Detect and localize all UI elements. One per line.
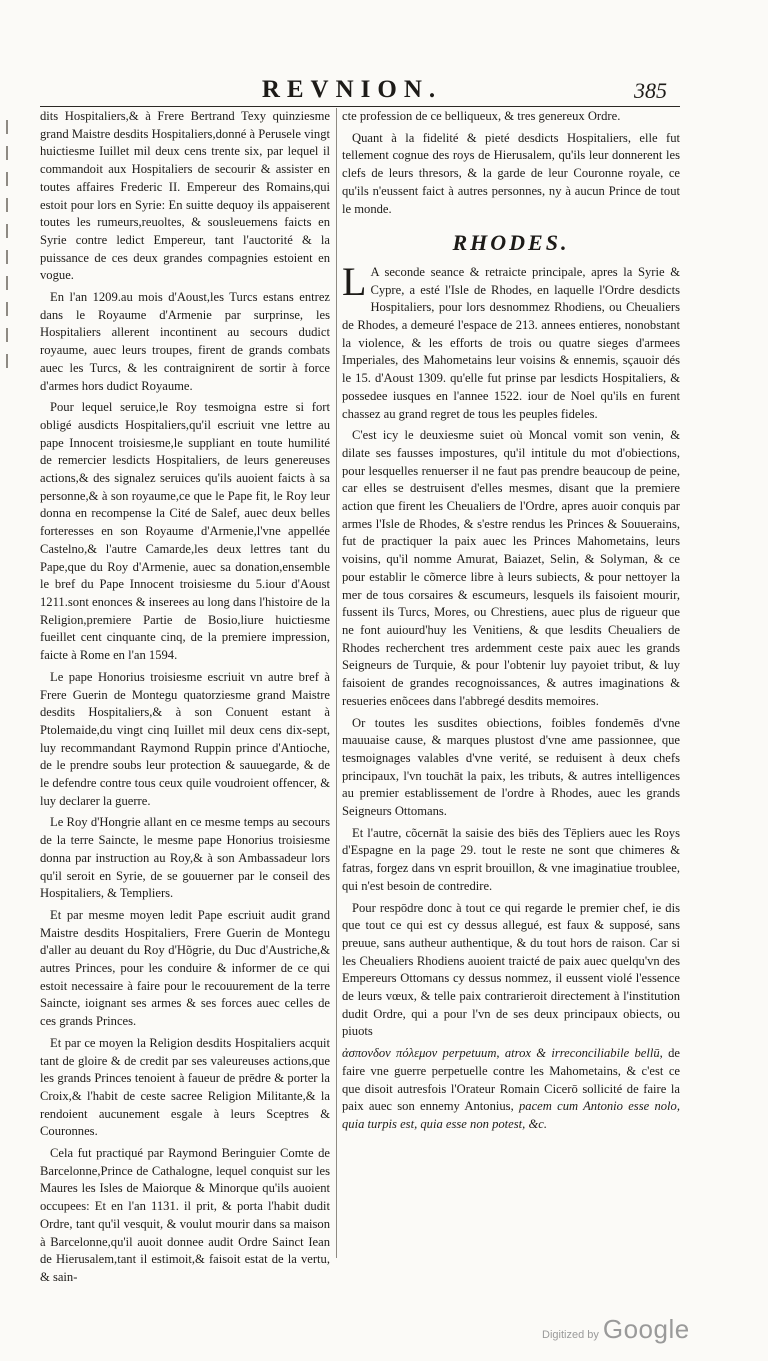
paragraph: Pour lequel seruice,le Roy tesmoigna estre si fort obligé ausdicts Hospitaliers,qu'il escriuit vne lettre au pape Innocent troisiesme,le suppliant en toute humilité de remercier lesdicts Hospitaliers, de leurs genereuses actions,& des signalez seruices qu'ils auoient faicts à sa personne,& à son royaume,ce que le Pape fit, le Roy leur donna en recompense la Cité de Salef, auec deux belles forteresses en son Royaume d'Armenie,l'vne appellée Castelno,& l'autre Camarde,les deux lettres tant du Pape,que du Roy d'Armenie, auec sa donation,ensemble le bref du Pape Innocent troisiesme du 5.iour d'Aoust 1211.sont enonces & inserees au long dans l'histoire de la Religion,premiere Partie de Bosio,liure huictiesme fueillet cent cinquante cinq, de la premiere impression, faicte à Rome en l'an 1594. (40, 400, 330, 663)
paragraph: Et par mesme moyen ledit Pape escriuit audit grand Maistre desdits Hospitaliers, Frere Guerin de Montegu d'aller au deuant du Roy d'Hõgrie, du Duc d'Austriche,& autres Princes, pour les conduire & informer de ce qui estoit necessaire à faire pour le recouurement de la terre Saincte, ioignant ses armes & ses forces auec celles de ces grands Princes. (40, 907, 330, 1029)
latin-quote: ἀσπονδον πόλεμον perpetuum, atrox & irreconciliabile bellū, (342, 1046, 663, 1061)
paragraph: Quant à la fidelité & pieté desdicts Hospitaliers, elle fut tellement cognue des roys de Hierusalem, qu'ils leur donnerent les clefs de leurs thresors, & la garde de leur Couronne royale, ce qu'ils n'eussent faict à autres personnes, ny à aucun Prince de tout le monde. (342, 130, 680, 216)
paragraph: Et par ce moyen la Religion desdits Hospitaliers acquit tant de gloire & de credit par ses valeureuses actions,que les grands Princes tenoient à faueur de prēdre & porter la Croix,& l'habit de ceste sacree Religion Militante,& la rendoient aucunement esgale à leurs Sceptres & Couronnes. (40, 1035, 330, 1139)
header-rule (40, 106, 680, 107)
paragraph: Le Roy d'Hongrie allant en ce mesme temps au secours de la terre Saincte, le mesme pape Honorius troisiesme donna par instruction au Roy,& à son Ambassadeur lors qu'il seroit en Syrie, de se gouuerner par le conseil des Hospitaliers, & Templiers. (40, 815, 330, 901)
digitized-label: Digitized by (542, 1329, 599, 1341)
google-logo: Google (602, 1314, 690, 1344)
paragraph: cte profession de ce belliqueux, & tres genereux Ordre. (342, 109, 621, 123)
right-column (342, 108, 680, 1138)
digitized-by-watermark (542, 1314, 690, 1345)
left-column (40, 108, 330, 1291)
paragraph: Pour respōdre donc à tout ce qui regarde le premier chef, ie dis que tout ce qui est cy dessus allegué, est faux & supposé, sans preuue, sans autheur authentique, & du tout hors de raison. Car si les Cheualiers Rhodiens auoient traicté de paix auec quelqu'vn des Empereurs Ottomans cy dessus nommez, il eussent violé l'essence de leurs vœux, & telle paix contrarieroit directement à l'institution dudit Ordre, qui a pour l'vn de ses deux principaux obiects, ou piuots (342, 900, 680, 1039)
margin-marks (0, 108, 30, 708)
latin-quote: pacem cum Antonio esse nolo, quia turpis est, quia esse non potest, &c. (342, 1099, 680, 1131)
paragraph: En l'an 1209.au mois d'Aoust,les Turcs estans entrez dans le Royaume d'Armenie par surprinse, les Hospitaliers allerent incontinent au secours dudict royaume, auec leurs troupes, firent de grands combats auec les Turcs, & les contraignirent de sortir à force d'armes hors dudict Royaume. (40, 290, 330, 393)
paragraph: Et l'autre, cõcernāt la saisie des biēs des Tēpliers auec les Roys d'Espagne en la page 29. tout le reste ne sont que chimeres & fatras, forgez dans vn esprit brouillon, & vne imaginatiue troublee, qui n'est besoin de contredire. (342, 825, 680, 893)
closing-paragraph (342, 1045, 680, 1134)
running-head: REVNION. (261, 76, 443, 103)
paragraph: C'est icy le deuxiesme suiet où Moncal vomit son venin, & dilate ses fausses impostures, qu'il intitule du mot d'obiections, pour lesquelles renuerser il ne faut pas prendre beaucoup de peine, car elles se destruisent d'elles mesmes, disant que la premiere action que firent les Cheualiers de l'Ordre, apres auoir conquis par armes l'Isle de Rhodes, & s'estre rendus les Princes & Souuerains, fut de practiquer la paix auec les Princes Mahometains, leurs voisins, qu'il nomme Amurat, Baiazet, Selin, & Solyman, & ce pour establir le cõmerce libre à leurs subiects, & pour nettoyer la mer de tous corsaires & escumeurs, lesquels ils faisoient mourir, fussent ils Turcs, Mores, ou Chrestiens, auec plus de rigueur que ne font auiourd'huy les Venitiens, & que lesdits Cheualiers de Rhodes recherchent tres ardemment ceste paix auec les grands Seigneurs de Turquie, & pour l'obtenir luy payoiet tribut, & luy faisoient de grandes recognoissances, & autres imaginations & resueries enõcees dans l'abbregé desdits memoires. (342, 428, 680, 708)
paragraph: dits Hospitaliers,& à Frere Bertrand Texy quinziesme grand Maistre desdits Hospitaliers,donné à Perusele vingt huictiesme Iuillet mil deux cens trente six, par lequel il commandoit aux Hospitaliers de secourir & assister en toutes affaires Frederic II. Empereur des Romains,qui estoit pour lors en Syrie: En suitte dequoy ils appaiserent toutes les rumeurs,reuoltes, & sousleuemens faicts en Syrie contre ledict Empereur, tant l'auctorité & la puissance de ces deux grandes compagnies estoient en vogue. (40, 109, 330, 283)
page-number: 385 (634, 78, 667, 103)
paragraph: Cela fut practiqué par Raymond Beringuier Comte de Barcelonne,Prince de Cathalogne, lequel conquist sur les Maures les Isles de Maiorque & Minorque qu'ils auoient occupees: Et en l'an 1131. il prit, & porta l'habit dudit Ordre, tant qu'il vesquit, & voulut mourir dans sa maison à Barcelonne,qu'il auoit donnee audit Ordre Sainct Iean de Hierusalem,tant il estimoit,& faisoit estat de la vertu, & sain- (40, 1146, 330, 1284)
section-heading: RHODES. (452, 230, 570, 256)
paragraph: LA seconde seance & retraicte principale, apres la Syrie & Cypre, a esté l'Isle de Rhodes, en laquelle l'Ordre desdicts Hospitaliers, pour lors desnommez Rhodiens, ou Cheualiers de Rhodes, a demeuré l'espace de 213. annees entieres, nonobstant la violence, & les efforts de trois ou quatre sieges d'armees Imperiales, des Mahometains leur voisins & ennemis, sçauoir dés le 15. d'Aoust 1309. qu'elle fut prinse par lesdicts Hospitaliers, & possedee iusques en l'annee 1522. iour de Noel qu'ils en furent chassez au grand regret de tous les peuples fideles. (342, 258, 680, 421)
paragraph: Le pape Honorius troisiesme escriuit vn autre bref à Frere Guerin de Montegu quatorziesme grand Maistre desdits Hospitaliers,& à son Conuent estant à Ptolemaide,du vingt cinq Iuillet mil deux cens dix-sept, luy recommandant Raymond Ruppin prince d'Antioche, de le prendre soubs leur protection & sauuegarde, & de le defendre contre tous ceux quile voudroient offencer, & luy declarer la guerre. (40, 669, 330, 808)
closing-text: de faire vne guerre perpetuelle contre les Mahometains, & c'est ce que disoit autresfois l'Orateur Romain Cicerō sollicité de faire la paix auec son ennemy Antonius, (342, 1046, 680, 1114)
column-divider (336, 108, 337, 1258)
paragraph: Or toutes les susdites obiections, foibles fondemēs d'vne mauuaise cause, & marques plustost d'vne ame passionnee, que tesmoignages valables d'vne verité, se reduisent à deux chefs principaux, l'vn touchāt la paix, les tributs, & autres intelligences au premier establissement de l'ordre à Rhodes, auec les grands Seigneurs Ottomans. (342, 715, 680, 819)
